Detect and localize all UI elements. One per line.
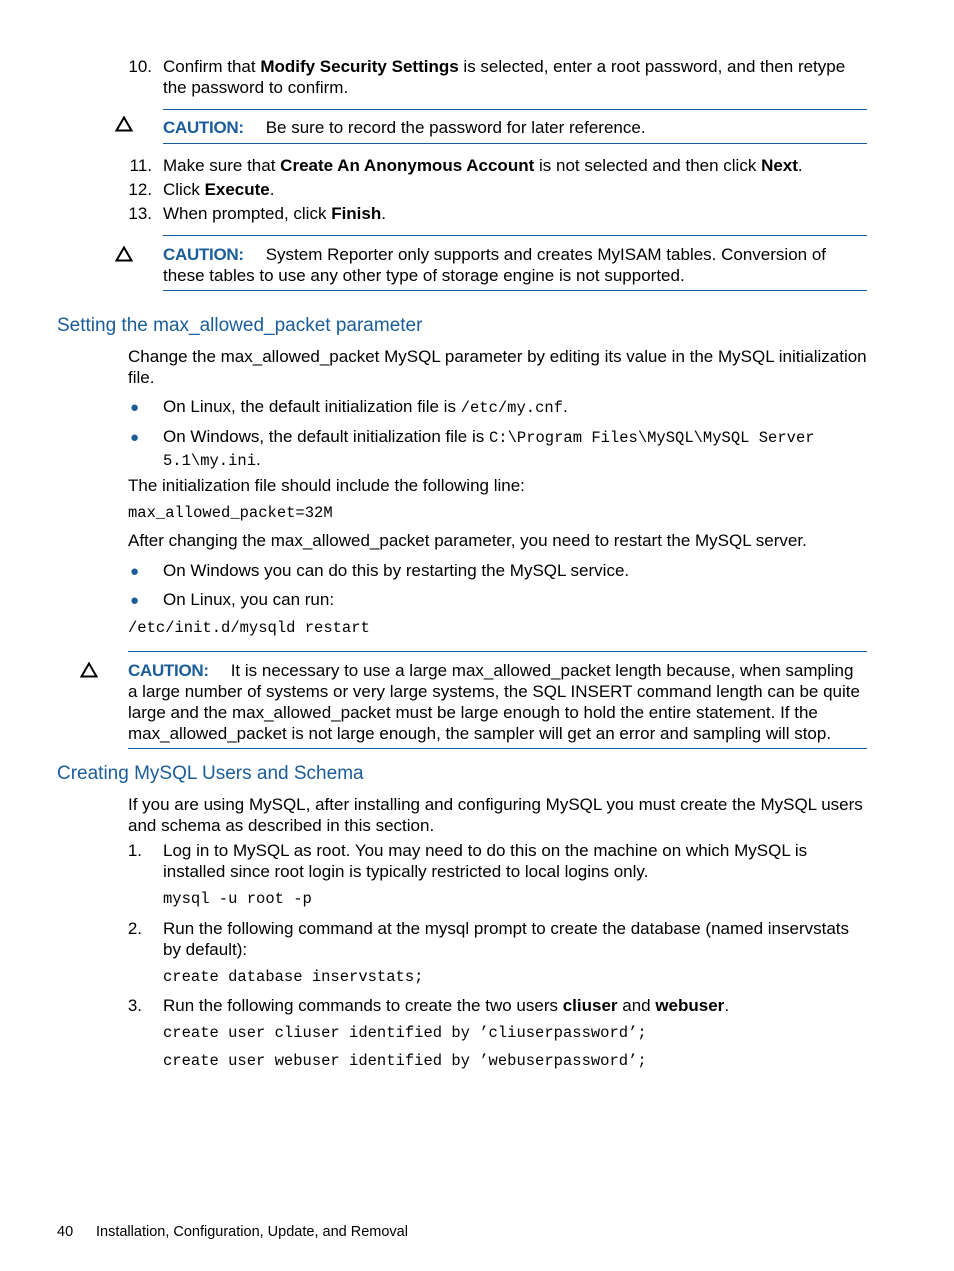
bullet-icon: ● — [130, 399, 140, 416]
bullet-item: On Windows you can do this by restarting the MySQL service. — [163, 561, 630, 580]
step-number: 10. — [128, 57, 152, 76]
section-intro: Change the max_allowed_packet MySQL parameter by editing its value in the MySQL initialization file. — [128, 347, 867, 387]
warning-icon — [80, 662, 98, 678]
step-number: 1. — [127, 841, 142, 860]
caution-box — [163, 109, 867, 144]
caution-label: CAUTION: — [128, 661, 209, 680]
step-12-text: Click Execute. — [163, 180, 275, 199]
section-intro: If you are using MySQL, after installing and configuring MySQL you must create the MySQL users and schema as described in this section. — [128, 795, 863, 835]
step-number: 13. — [128, 204, 152, 223]
bullet-item: On Windows, the default initialization file is C:\Program Files\MySQL\MySQL Server 5.1\my.ini. — [163, 427, 815, 470]
caution-label: CAUTION: — [163, 118, 244, 137]
step-11-text: Make sure that Create An Anonymous Account is not selected and then click Next. — [163, 156, 803, 175]
step-number: 11. — [129, 156, 152, 175]
paragraph: The initialization file should include the following line: — [128, 476, 525, 495]
step-text: Run the following command at the mysql prompt to create the database (named inservstats by default): — [163, 919, 850, 959]
code-line: create user webuser identified by ’webuserpassword’; — [163, 1052, 647, 1070]
code-line: create database inservstats; — [163, 968, 424, 986]
step-number: 12. — [128, 180, 152, 199]
section-heading: Setting the max_allowed_packet parameter — [57, 315, 423, 336]
footer-title: Installation, Configuration, Update, and Removal — [96, 1224, 408, 1240]
page-number: 40 — [57, 1224, 74, 1240]
code-line: mysql -u root -p — [163, 890, 312, 908]
bullet-icon: ● — [130, 563, 140, 580]
code-line: max_allowed_packet=32M — [128, 504, 333, 522]
step-number: 2. — [127, 919, 142, 938]
step-number: 3. — [127, 996, 142, 1015]
caution-box — [163, 235, 867, 291]
code-line: /etc/init.d/mysqld restart — [128, 619, 370, 637]
step-13-text: When prompted, click Finish. — [163, 204, 386, 223]
step-text: Run the following commands to create the two users cliuser and webuser. — [163, 996, 730, 1015]
bullet-icon: ● — [130, 429, 140, 446]
step-text: Log in to MySQL as root. You may need to do this on the machine on which MySQL is installed since root login is typically restricted to local logins only. — [163, 841, 808, 881]
warning-icon — [115, 246, 133, 262]
step-10-text: Confirm that Modify Security Settings is selected, enter a root password, and then retype the password to confirm. — [163, 57, 846, 97]
caution-label: CAUTION: — [163, 245, 244, 264]
caution-text: System Reporter only supports and creates MyISAM tables. Conversion of these tables to use any other type of storage engine is not supported. — [163, 245, 827, 285]
paragraph: After changing the max_allowed_packet parameter, you need to restart the MySQL server. — [128, 531, 807, 550]
section-heading: Creating MySQL Users and Schema — [57, 763, 364, 784]
caution-text: It is necessary to use a large max_allowed_packet length because, when sampling a large number of systems or very large systems, the SQL INSERT command length can be quite large and the max_allowed_packet must be large enough to hold the entire statement. If the max_allowed_packet is not large enough, the sampler will get an error and sampling will stop. — [128, 661, 860, 743]
code-line: create user cliuser identified by ’cliuserpassword’; — [163, 1024, 647, 1042]
bullet-icon: ● — [130, 592, 140, 609]
bullet-item: On Linux, the default initialization file is /etc/my.cnf. — [163, 397, 568, 417]
caution-box — [128, 651, 867, 749]
bullet-item: On Linux, you can run: — [163, 590, 335, 609]
caution-text: Be sure to record the password for later reference. — [265, 118, 646, 137]
warning-icon — [115, 116, 133, 132]
